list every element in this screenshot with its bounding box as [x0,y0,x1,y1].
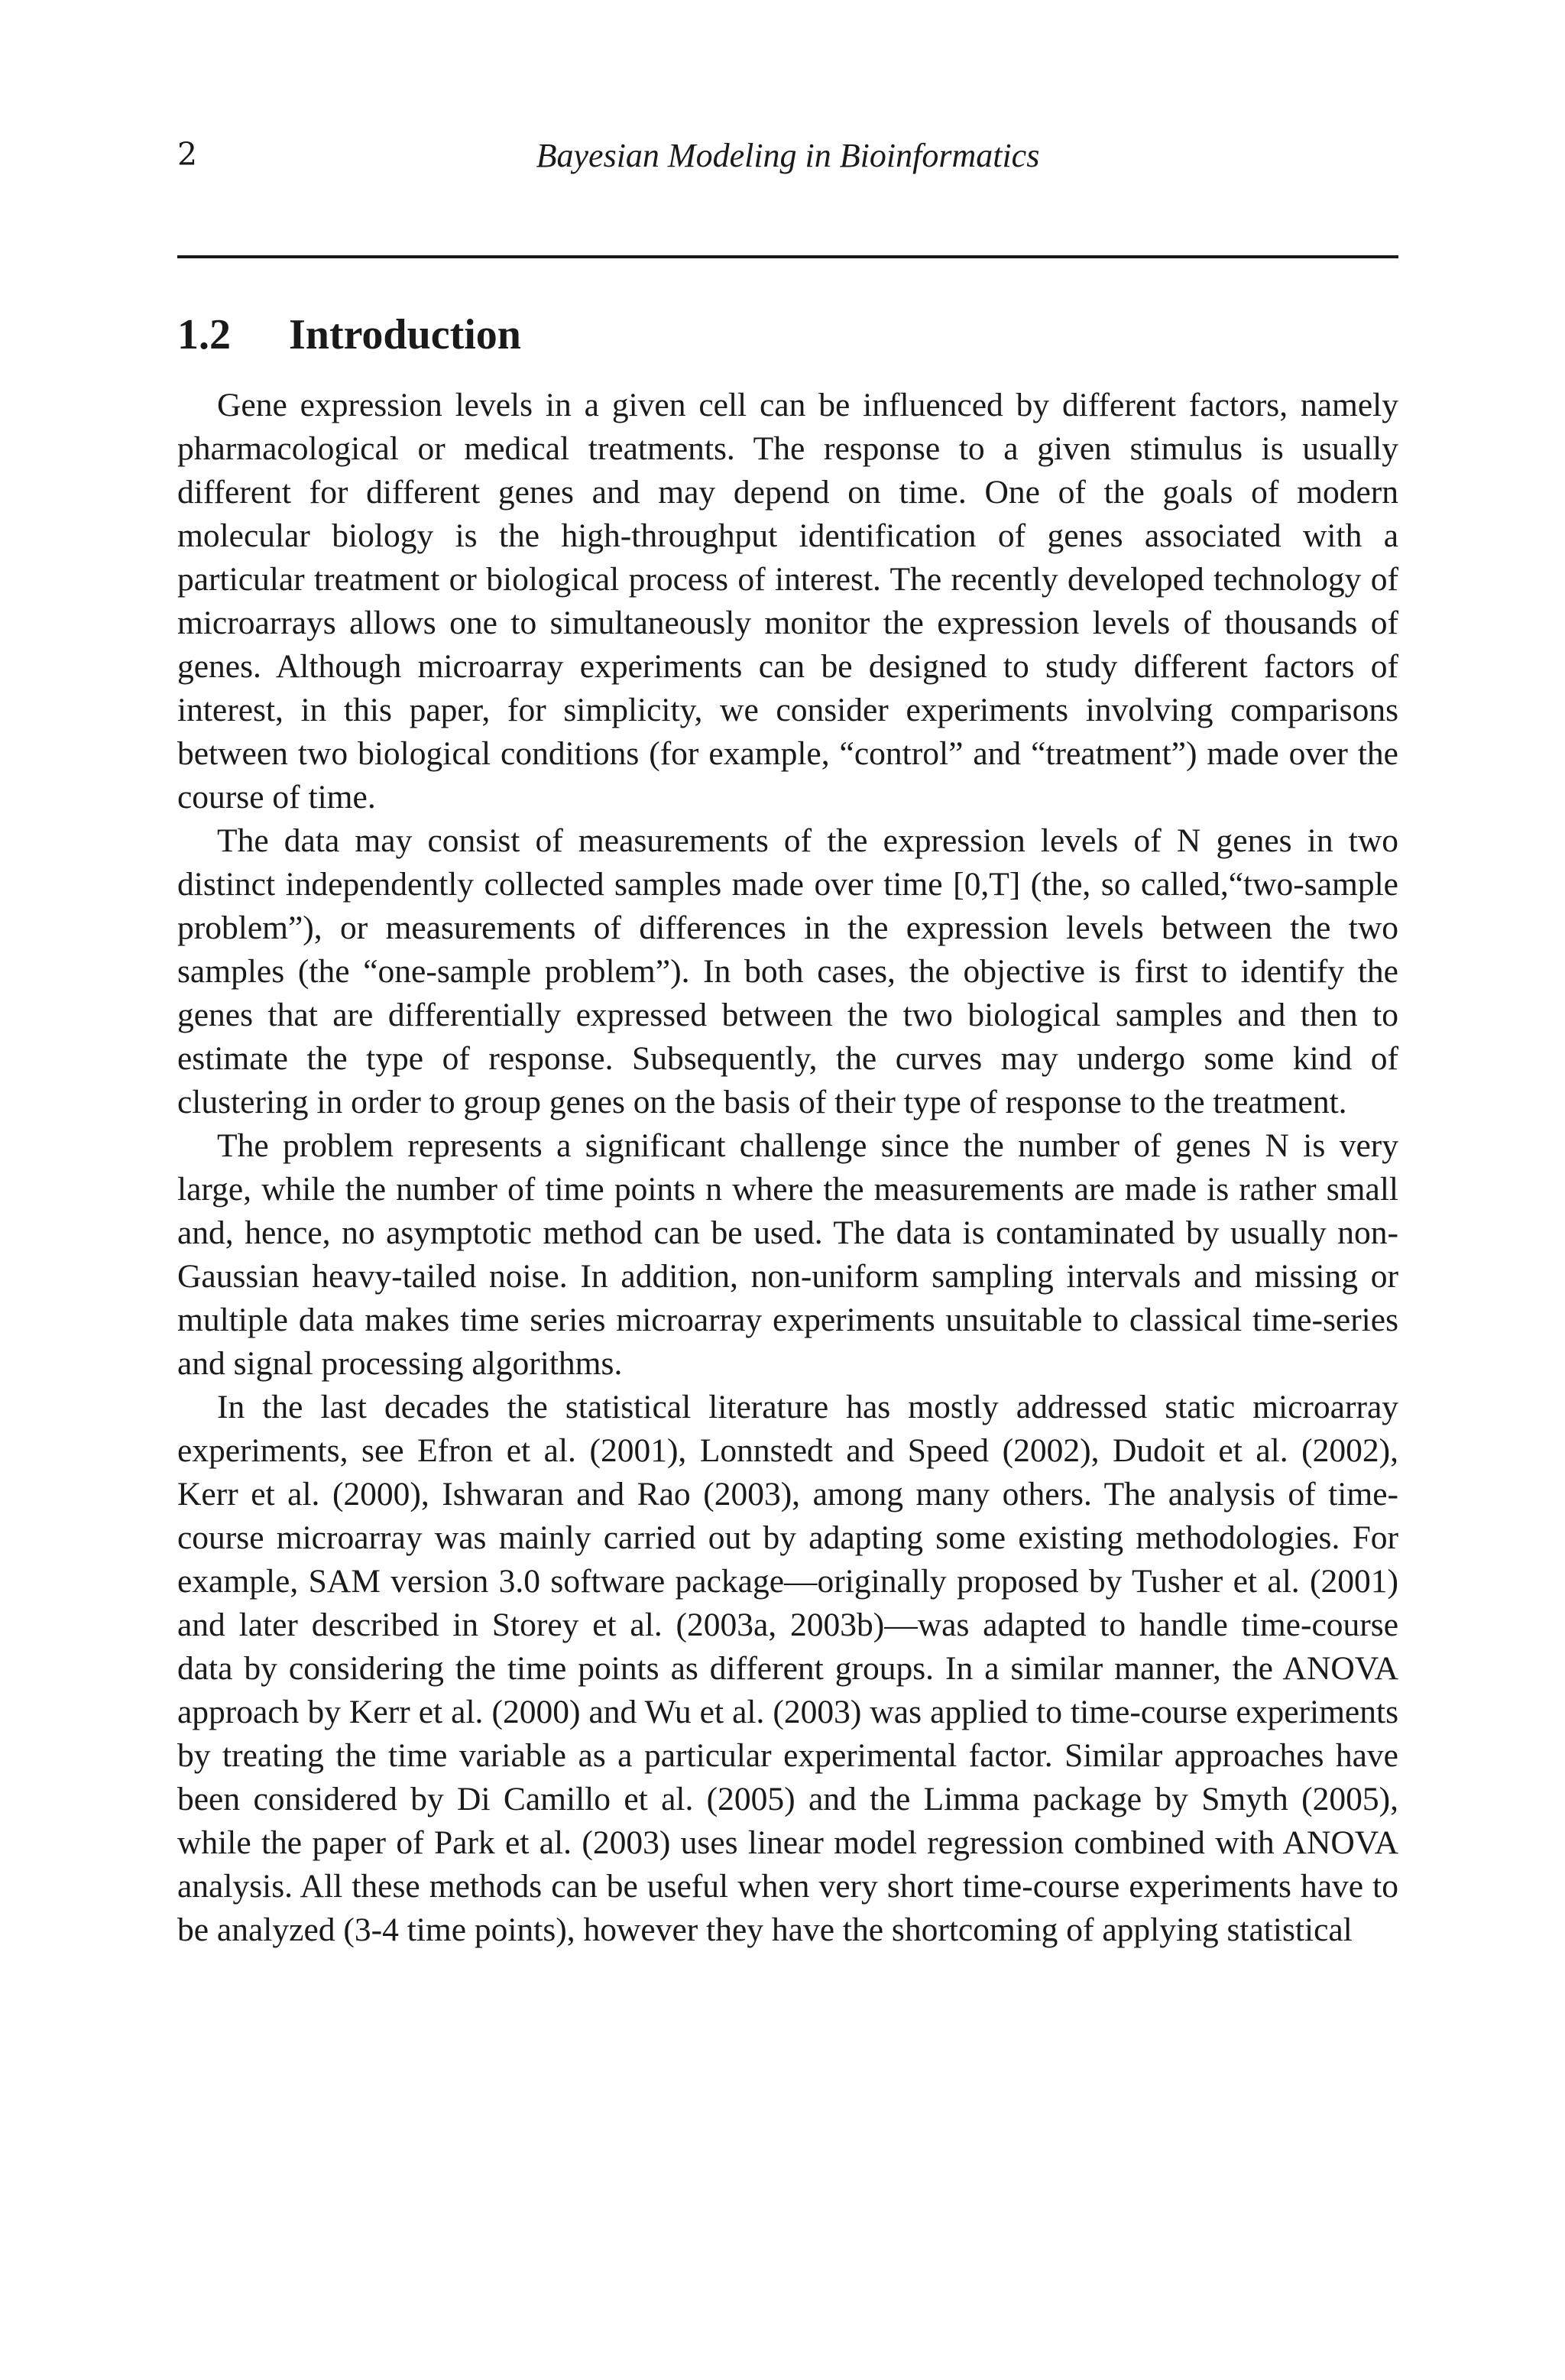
section-heading [177,310,521,359]
paragraph-3: The problem represents a significant challenge since the number of genes N is very large, while the number of time points n where the measurements are made is rather small and, hence, no asymptotic method can be used. The data is contaminated by usually non-Gaussian heavy-tailed noise. In addition, non-uniform sampling intervals and missing or multiple data makes time series microarray experiments unsuitable to classical time-series and signal processing algorithms. [177,1127,1398,1382]
body-text [177,384,1398,1952]
page-number: 2 [177,136,198,173]
paragraph-2: The data may consist of measurements of the expression levels of N genes in two distinct independently collected samples made over time [0,T] (the, so called,“two-sample problem”), or measurements of differences in the expression levels between the two samples (the “one-sample problem”). In both cases, the objective is first to identify the genes that are differentially expressed between the two biological samples and then to estimate the type of response. Subsequently, the curves may undergo some kind of clustering in order to group genes on the basis of their type of response to the treatment. [177,822,1398,1120]
paragraph-4: In the last decades the statistical literature has mostly addressed static microarray experiments, see Efron et al. (2001), Lonnstedt and Speed (2002), Dudoit et al. (2002), Kerr et al. (2000), Ishwaran and Rao (2003), among many others. The analysis of time-course microarray was mainly carried out by adapting some existing methodologies. For example, SAM version 3.0 software package—originally proposed by Tusher et al. (2001) and later described in Storey et al. (2003a, 2003b)—was adapted to handle time-course data by considering the time points as different groups. In a similar manner, the ANOVA approach by Kerr et al. (2000) and Wu et al. (2003) was applied to time-course experiments by treating the time variable as a particular experimental factor. Similar approaches have been considered by Di Camillo et al. (2005) and the Limma package by Smyth (2005), while the paper of Park et al. (2003) uses linear model regression combined with ANOVA analysis. All these methods can be useful when very short time-course experiments have to be analyzed (3-4 time points), however they have the shortcoming of applying statistical [177,1389,1398,1948]
section-number: 1.2 [177,311,231,358]
header-rule [177,255,1398,258]
paragraph-1: Gene expression levels in a given cell can be influenced by different factors, namely pharmacological or medical treatments. The response to a given stimulus is usually different for different genes and may depend on time. One of the goals of modern molecular biology is the high-throughput identification of genes associated with a particular treatment or biological process of interest. The recently developed technology of microarrays allows one to simultaneously monitor the expression levels of thousands of genes. Although microarray experiments can be designed to study different factors of interest, in this paper, for simplicity, we consider experiments involving comparisons between two biological conditions (for example, “control” and “treatment”) made over the course of time. [177,387,1398,815]
section-title: Introduction [289,311,521,358]
running-title: Bayesian Modeling in Bioinformatics [536,137,1040,174]
running-head [177,136,1398,182]
